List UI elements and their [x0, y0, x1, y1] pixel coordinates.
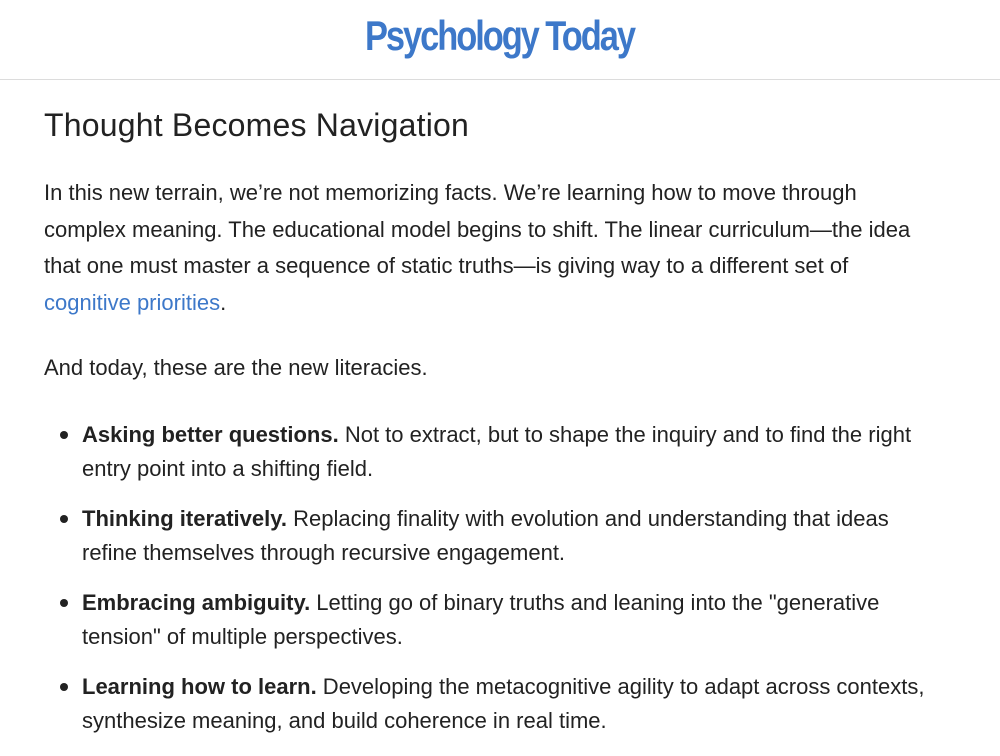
- list-item-body: Letting go of binary truths and leaning into the "generative tension" of multiple perspectives.: [82, 590, 880, 649]
- intro-text-end: .: [220, 289, 227, 315]
- list-item-heading: Learning how to learn.: [82, 674, 317, 699]
- literacies-list: [44, 418, 944, 754]
- list-item: [44, 502, 944, 570]
- psychology-today-logo[interactable]: Psychology Today: [364, 12, 634, 59]
- list-item: [44, 670, 944, 738]
- bullet-icon: [60, 431, 68, 439]
- bullet-icon: [60, 515, 68, 523]
- cognitive-priorities-link[interactable]: cognitive priorities: [44, 289, 221, 315]
- list-item-body: Replacing finality with evolution and understanding that ideas refine themselves through recursive engagement.: [82, 506, 889, 565]
- list-item: [44, 586, 944, 654]
- article-body: [44, 104, 944, 733]
- list-item-body: Developing the metacognitive agility to adapt across contexts, synthesize meaning, and build coherence in real time.: [82, 674, 925, 733]
- intro-paragraph: [44, 175, 939, 321]
- literacies-intro: And today, these are the new literacies.: [44, 355, 428, 380]
- site-header: [0, 0, 1000, 80]
- list-item-heading: Thinking iteratively.: [82, 506, 287, 531]
- section-title: Thought Becomes Navigation: [44, 107, 469, 143]
- list-item-heading: Asking better questions.: [82, 422, 339, 447]
- bullet-icon: [60, 683, 68, 691]
- list-item-body: Not to extract, but to shape the inquiry and to find the right entry point into a shifting field.: [82, 422, 912, 481]
- intro-text: In this new terrain, we’re not memorizing facts. We’re learning how to move through complex meaning. The educational model begins to shift. The linear curriculum—the idea that one must master a sequence of static truths—is giving way to a different set of: [44, 180, 911, 278]
- list-item: [44, 418, 944, 486]
- list-item-heading: Embracing ambiguity.: [82, 590, 311, 615]
- bullet-icon: [60, 599, 68, 607]
